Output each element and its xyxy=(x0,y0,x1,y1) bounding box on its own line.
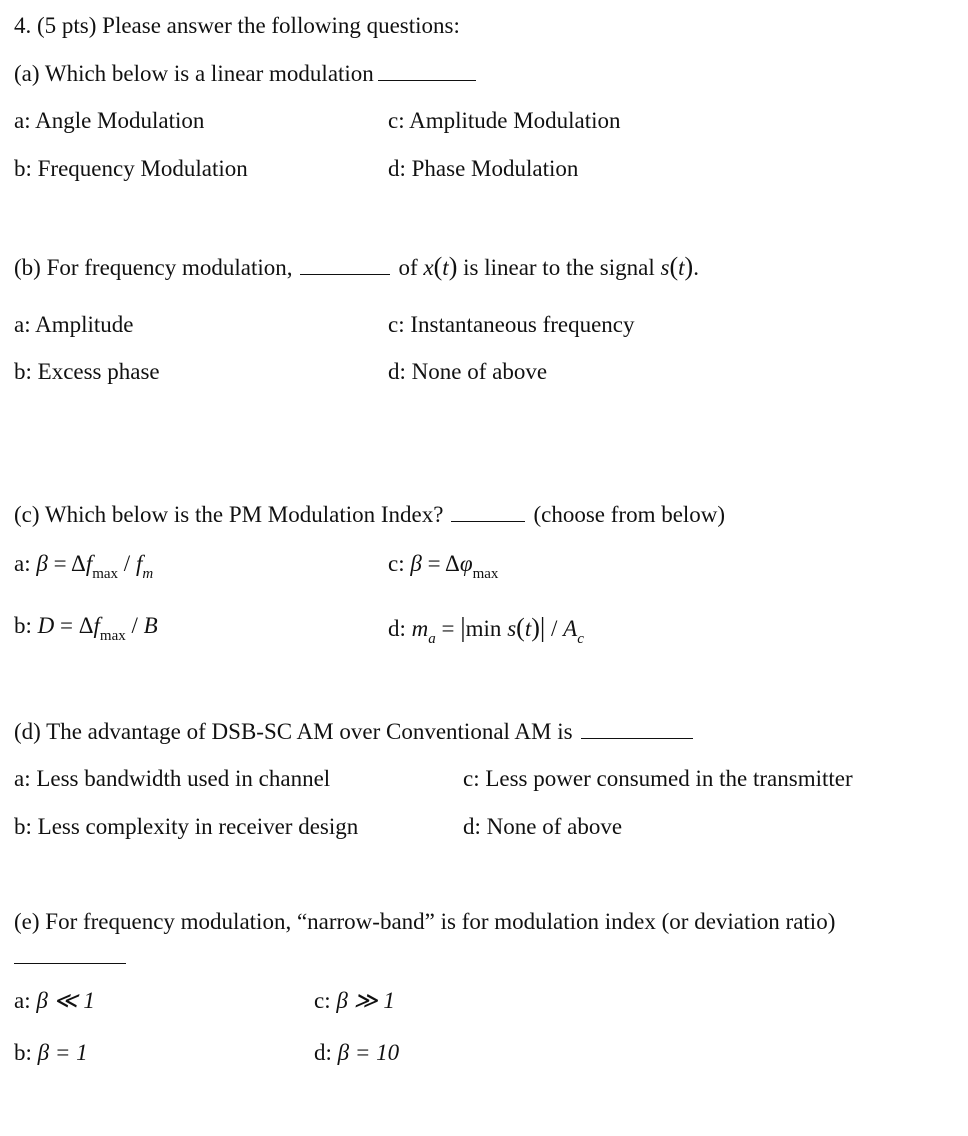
question-a-stem xyxy=(14,62,480,85)
phi-symbol: φ xyxy=(459,551,473,576)
answer-blank-e-line xyxy=(14,945,126,968)
option-b-c[interactable]: c: Instantaneous frequency xyxy=(388,312,635,337)
option-e-b[interactable] xyxy=(14,1041,88,1064)
time-var-t: t xyxy=(442,255,449,280)
equals: = xyxy=(435,616,461,641)
freq-f: f xyxy=(85,551,93,576)
question-e-stem: (e) For frequency modulation, “narrow-band” is for modulation index (or deviation ratio) xyxy=(14,909,836,934)
option-e-a[interactable] xyxy=(14,989,95,1012)
freq-f: f xyxy=(93,613,100,638)
slash: / xyxy=(545,616,564,641)
signal-s: s xyxy=(660,255,670,280)
answer-blank-c[interactable] xyxy=(451,520,525,522)
subscript-c: c xyxy=(577,631,584,647)
bandwidth-B: B xyxy=(143,613,158,638)
option-a-c[interactable]: c: Amplitude Modulation xyxy=(388,108,621,133)
option-label: b: xyxy=(14,613,32,638)
option-d-d[interactable]: d: None of above xyxy=(463,814,623,839)
beta-expression: β = 1 xyxy=(37,1040,88,1065)
option-label: b: xyxy=(14,1040,32,1065)
option-a-b[interactable]: b: Frequency Modulation xyxy=(14,156,248,181)
option-e-c[interactable] xyxy=(314,989,395,1012)
subscript-max: max xyxy=(472,566,499,582)
option-label: c: xyxy=(388,551,405,576)
option-label: a: xyxy=(14,551,31,576)
freq-fm: f xyxy=(135,551,143,576)
option-d-a[interactable]: a: Less bandwidth used in channel xyxy=(14,766,331,791)
option-c-c[interactable] xyxy=(388,551,499,582)
question-b-text-pre: (b) For frequency modulation, xyxy=(14,255,293,280)
option-e-d[interactable] xyxy=(314,1041,399,1064)
answer-blank-a[interactable] xyxy=(378,79,476,81)
option-b-b[interactable]: b: Excess phase xyxy=(14,359,160,384)
option-c-b[interactable] xyxy=(14,613,158,644)
beta-symbol: β xyxy=(410,551,422,576)
option-label: d: xyxy=(314,1040,332,1065)
beta-expression: β ≪ 1 xyxy=(36,988,95,1013)
option-label: c: xyxy=(314,988,331,1013)
question-c-text-post: (choose from below) xyxy=(533,502,726,527)
time-var-t-2: t xyxy=(678,255,685,280)
equals-delta: = Δ xyxy=(421,551,460,576)
deviation-ratio-D: D xyxy=(37,613,55,638)
beta-expression: β = 10 xyxy=(337,1040,400,1065)
question-d-stem xyxy=(14,720,697,743)
option-a-d[interactable]: d: Phase Modulation xyxy=(388,156,579,181)
beta-expression: β ≫ 1 xyxy=(336,988,395,1013)
question-b-text-post: is linear to the signal xyxy=(463,255,655,280)
carrier-amplitude-A: A xyxy=(563,616,578,641)
min-operator: min xyxy=(465,616,508,641)
option-label: a: xyxy=(14,988,31,1013)
subscript-max: max xyxy=(92,566,119,582)
option-d-b[interactable]: b: Less complexity in receiver design xyxy=(14,814,359,839)
question-header: 4. (5 pts) Please answer the following questions: xyxy=(14,13,460,38)
option-c-d[interactable]: d: $m_a = |\min$ $s(t)| / A_c$ xyxy=(388,612,584,647)
answer-blank-d[interactable] xyxy=(581,737,693,739)
option-b-d[interactable]: d: None of above xyxy=(388,359,548,384)
question-b-stem: (b) For frequency modulation, of x(t) is linear to the signal s(t). xyxy=(14,252,699,281)
equals-delta: = Δ xyxy=(54,613,94,638)
equals-delta: = Δ xyxy=(47,551,86,576)
option-label: d: xyxy=(388,616,406,641)
question-b-of: of xyxy=(398,255,418,280)
question-c-text-pre: (c) Which below is the PM Modulation Index? xyxy=(14,502,444,527)
signal-x: x xyxy=(423,255,434,280)
signal-s: s xyxy=(507,616,517,641)
question-d-text: (d) The advantage of DSB-SC AM over Conventional AM is xyxy=(14,719,573,744)
mod-index-m: m xyxy=(411,616,429,641)
time-var-t: t xyxy=(524,616,532,641)
beta-symbol: β xyxy=(36,551,48,576)
option-b-a[interactable]: a: Amplitude xyxy=(14,312,134,337)
option-a-a[interactable]: a: Angle Modulation xyxy=(14,108,205,133)
subscript-m: m xyxy=(142,566,154,582)
option-d-c[interactable]: c: Less power consumed in the transmitter xyxy=(463,766,853,791)
option-c-a[interactable] xyxy=(14,551,154,582)
subscript-max: max xyxy=(99,628,126,644)
subscript-a: a xyxy=(428,631,436,647)
answer-blank-e[interactable] xyxy=(14,962,126,964)
period: . xyxy=(693,255,699,280)
question-c-stem xyxy=(14,503,725,526)
answer-blank-b[interactable] xyxy=(300,273,390,275)
slash: / xyxy=(118,551,136,576)
question-a-text: (a) Which below is a linear modulation xyxy=(14,61,374,86)
slash: / xyxy=(125,613,144,638)
